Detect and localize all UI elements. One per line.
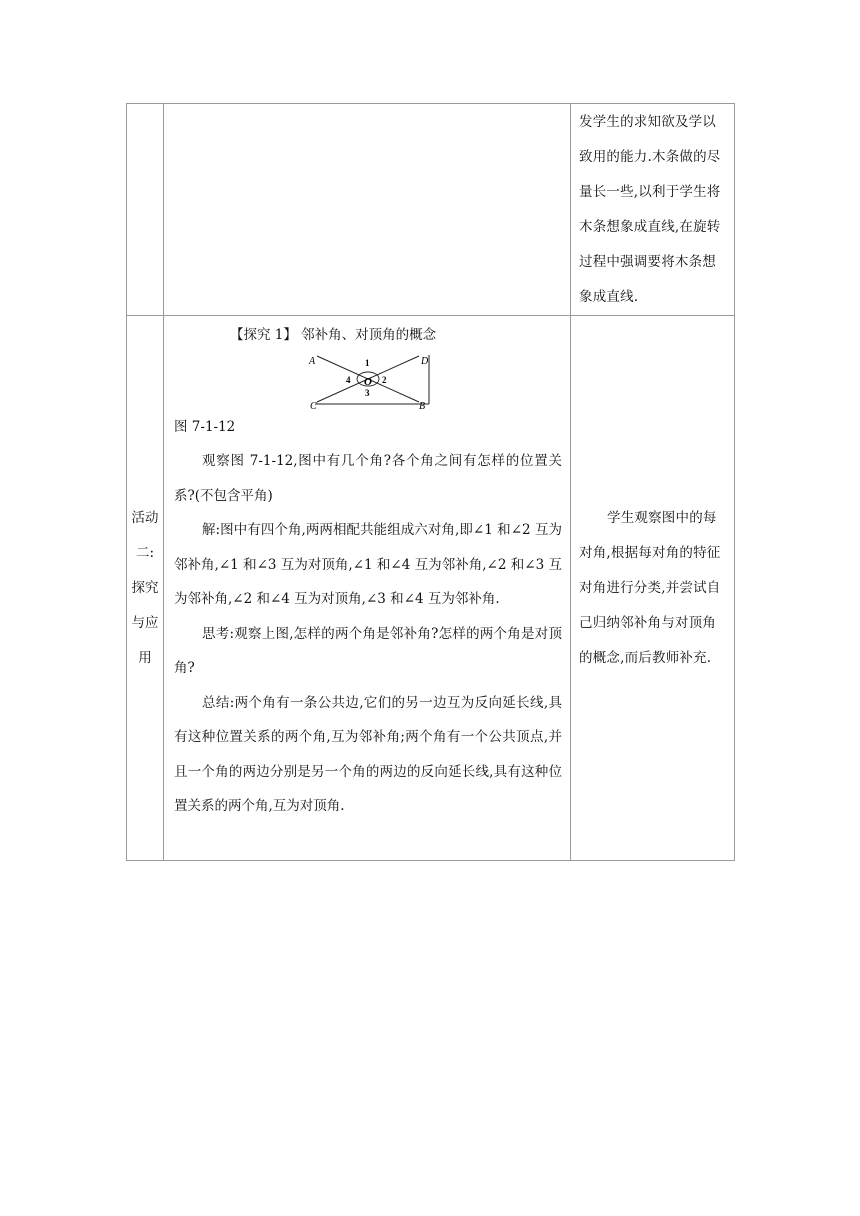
angle-3-label: 3 — [365, 388, 370, 398]
content-cell — [164, 104, 571, 316]
lesson-plan-table — [126, 103, 735, 861]
design-intent-cell — [571, 316, 735, 861]
angle-2-label: 2 — [382, 375, 387, 385]
figure-7-1-12 — [174, 352, 562, 410]
figure-caption: 图 7-1-12 — [174, 419, 236, 435]
design-intent-cell — [571, 104, 735, 316]
label-B: B — [419, 401, 426, 410]
angle-1-label: 1 — [365, 358, 370, 368]
paragraph-think: 思考:观察上图,怎样的两个角是邻补角?怎样的两个角是对顶角? — [174, 625, 562, 676]
design-intent-text: 发学生的求知欲及学以致用的能力.木条做的尽量长一些,以利于学生将木条想象成直线,在旋转过程中强调要将木条想象成直线. — [579, 114, 721, 305]
design-intent-text: 学生观察图中的每对角,根据每对角的特征对角进行分类,并尝试自己归纳邻补角与对顶角的概念,而后教师补充. — [579, 509, 721, 666]
paragraph-question: 观察图 7-1-12,图中有几个角?各个角之间有怎样的位置关系?(不包含平角) — [174, 453, 562, 504]
activity-label: 活动二:探究与应用 — [131, 509, 159, 666]
activity-label-cell — [127, 316, 164, 861]
section-title: 【探究 1】 邻补角、对顶角的概念 — [230, 327, 437, 343]
label-D: D — [421, 356, 429, 367]
table-row — [127, 316, 735, 861]
paragraph-solution: 解:图中有四个角,两两相配共能组成六对角,即∠1 和∠2 互为邻补角,∠1 和∠3 互为对顶角,∠1 和∠4 互为邻补角,∠2 和∠3 互为邻补角,∠2 和∠4 互为对顶角,∠3 和∠4 互为邻补角. — [174, 522, 562, 607]
content-cell — [164, 316, 571, 861]
activity-label-cell — [127, 104, 164, 316]
label-A: A — [309, 356, 316, 367]
angle-4-label: 4 — [346, 375, 351, 385]
angle-diagram — [305, 352, 431, 410]
label-O: O — [364, 376, 372, 388]
table-row — [127, 104, 735, 316]
paragraph-summary: 总结:两个角有一条公共边,它们的另一边互为反向延长线,具有这种位置关系的两个角,互为邻补角;两个角有一个公共顶点,并且一个角的两边分别是另一个角的两边的反向延长线,具有这种位置关系的两个角,互为对顶角. — [174, 694, 562, 814]
label-C: C — [310, 401, 317, 410]
